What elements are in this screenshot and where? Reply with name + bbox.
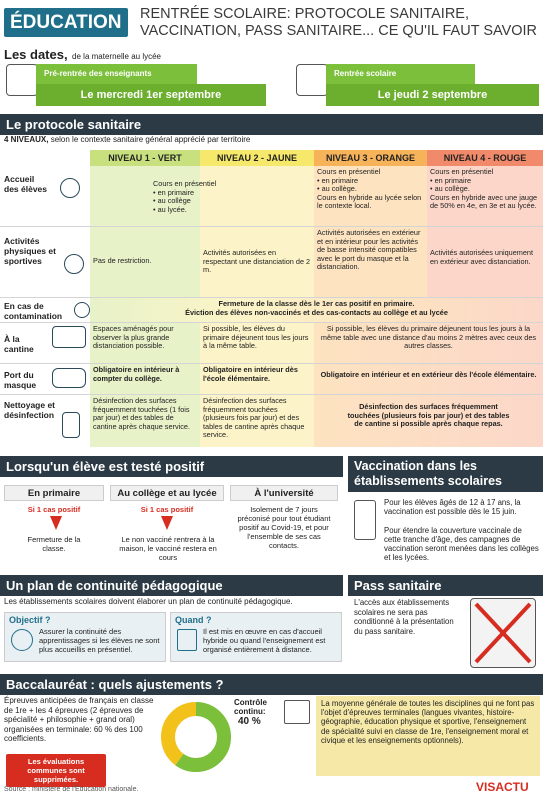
controle-value: 40 % <box>238 716 261 727</box>
col-universite-head: À l'université <box>230 485 338 501</box>
forbidden-cross-icon <box>470 598 536 668</box>
cell-cantine-2: Si possible, les élèves du primaire déjeunent tous les jours à la même table. <box>200 323 314 363</box>
col-universite-text: Isolement de 7 jours préconisé pour tout étudiant positif au Covid-19, et pour l'ensemble de ses cas contacts. <box>237 505 331 550</box>
when-title: Quand ? <box>175 615 212 625</box>
bac-donut-chart <box>156 697 236 777</box>
cell-accueil-4: Cours en présentiel • en primaire • au collège. Cours en hybride avec une jauge de 50% en 4e, en 3e et au lycée. <box>427 166 543 226</box>
contamination-text-1: Fermeture de la classe dès le 1er cas positif en primaire. <box>218 299 415 308</box>
students-date: Le jeudi 2 septembre <box>326 84 539 106</box>
pass-header: Pass sanitaire <box>348 575 543 596</box>
teachers-label: Pré-rentrée des enseignants <box>36 64 197 84</box>
objective-title: Objectif ? <box>9 615 51 625</box>
contamination-text-2: Éviction des élèves non-vaccinés et des cas-contacts au collège et au lycée <box>185 307 448 317</box>
category-tag: ÉDUCATION <box>4 8 128 37</box>
cell-cantine-3-4: Si possible, les élèves du primaire déjeunent tous les jours à la même table avec une distance d'au moins 2 mètres avec ceux des autres classes. <box>314 323 543 363</box>
cell-cantine-1: Espaces aménagés pour observer la plus grande distanciation possible. <box>90 323 200 363</box>
teacher-icon <box>6 64 38 96</box>
cell-sport-2: Activités autorisées en respectant une distanciation de 2 m. <box>200 227 314 297</box>
cell-nettoyage-1: Désinfection des surfaces fréquemment touchées (1 fois par jour) et des tables de cantine après chaque service. <box>90 395 200 447</box>
dates-heading: Les dates, de la maternelle au lycée <box>4 47 161 62</box>
level-1-header: NIVEAU 1 - VERT <box>90 150 200 166</box>
positive-columns <box>4 485 340 585</box>
calendar-icon <box>177 629 197 651</box>
student-icon <box>296 64 328 96</box>
row-label-masque: Port du masque <box>4 370 37 390</box>
vaccination-text-2: Pour étendre la couverture vaccinale de cette tranche d'âge, des campagnes de vaccination seront menées dans les collèges et les lycées. <box>384 526 539 562</box>
cell-nettoyage-2: Désinfection des surfaces fréquemment touchées (plusieurs fois par jour) et des tables de cantine après chaque service. <box>200 395 314 447</box>
student-icon <box>60 178 80 198</box>
bac-text: Épreuves anticipées de français en classe de 1re + les 4 épreuves (2 épreuves de spécialité + philosophie + grand oral) organisées en terminale: 60 % des 100 coefficients. <box>4 696 154 743</box>
protocol-header: Le protocole sanitaire <box>0 114 543 135</box>
bac-red-note: Les évaluations communes sont supprimées. <box>6 754 106 787</box>
level-2-header: NIVEAU 2 - JAUNE <box>200 150 314 166</box>
row-label-accueil: Accueil des élèves <box>4 174 48 194</box>
teachers-date: Le mercredi 1er septembre <box>36 84 266 106</box>
levels-intro: 4 NIVEAUX, selon le contexte sanitaire général apprécié par territoire <box>4 135 251 144</box>
objective-text: Assurer la continuité des apprentissages si les élèves ne sont plus accueillis en présentiel. <box>39 627 160 654</box>
cell-accueil-1-2: Cours en présentiel • en primaire • au collège • au lycée. <box>153 179 217 214</box>
row-label-cantine: À la cantine <box>4 334 34 354</box>
bac-right-text: La moyenne générale de toutes les disciplines qui ne font pas l'objet d'épreuves terminales (langues vivantes, histoire-géographie, éducation physique et sportive, l'enseignement de spécialité suivi en classe de 1re, l'enseignement moral et civique et les enseignements optionnels). <box>316 696 540 776</box>
spray-icon <box>62 412 80 438</box>
mask-icon <box>52 368 86 388</box>
ball-icon <box>64 254 84 274</box>
col-primaire-tag: Si 1 cas positif <box>27 505 81 514</box>
cell-masque-2: Obligatoire en intérieur dès l'école élémentaire. <box>200 364 314 394</box>
positive-header: Lorsqu'un élève est testé positif <box>0 456 343 477</box>
col-primaire-text: Fermeture de la classe. <box>27 535 81 553</box>
when-box <box>170 612 342 662</box>
col-primaire-head: En primaire <box>4 485 104 501</box>
continuity-header: Un plan de continuité pédagogique <box>0 575 343 596</box>
col-college-text: Le non vacciné rentrera à la maison, le vacciné restera en cours <box>119 535 217 562</box>
page-title: RENTRÉE SCOLAIRE: PROTOCOLE SANITAIRE, VACCINATION, PASS SANITAIRE... CE QU'IL FAUT SAVOIR <box>140 6 538 39</box>
vaccination-text-1: Pour les élèves âgés de 12 à 17 ans, la vaccination est possible dès le 15 juin. <box>384 498 521 516</box>
continuity-intro: Les établissements scolaires doivent élaborer un plan de continuité pédagogique. <box>4 597 293 606</box>
teachers-date-block <box>6 64 266 108</box>
controle-label: Contrôle continu: <box>234 698 267 716</box>
when-text: Il est mis en œuvre en cas d'accueil hybride ou quand l'enseignement est organisé entièrement à distance. <box>203 627 326 654</box>
row-label-nettoyage: Nettoyage et désinfection <box>4 400 56 420</box>
cell-sport-1: Pas de restriction. <box>90 227 200 297</box>
target-icon <box>11 629 33 651</box>
virus-icon <box>74 302 90 318</box>
down-arrow-icon <box>161 516 173 530</box>
row-label-contamination: En cas de contamination <box>4 301 63 321</box>
bac-header: Baccalauréat : quels ajustements ? <box>0 674 543 695</box>
meal-icon <box>52 326 86 348</box>
cell-sport-3: Activités autorisées en extérieur et en intérieur pour les activités de basse intensité compatibles avec le port du masque et la distanciation. <box>314 227 427 297</box>
pass-text: L'accès aux établissements scolaires ne sera pas conditionné à la présentation du pass sanitaire. <box>354 598 454 636</box>
vaccination-header: Vaccination dans les établissements scolaires <box>348 456 543 492</box>
source-text: Source : ministère de l'Éducation nationale. <box>4 786 139 793</box>
protocol-table <box>0 150 543 450</box>
cell-masque-3-4: Obligatoire en intérieur et en extérieur dès l'école élémentaire. <box>314 364 543 394</box>
cell-masque-1: Obligatoire en intérieur à compter du collège. <box>90 364 200 394</box>
students-label: Rentrée scolaire <box>326 64 475 84</box>
syringe-icon <box>354 500 376 540</box>
laptop-icon <box>284 700 310 724</box>
cell-accueil-3: Cours en présentiel • en primaire • au collège. Cours en hybride au lycée selon le contexte local. <box>314 166 427 226</box>
level-3-header: NIVEAU 3 - ORANGE <box>314 150 427 166</box>
objective-box <box>4 612 166 662</box>
col-college-head: Au collège et au lycée <box>110 485 224 501</box>
students-date-block <box>296 64 539 108</box>
phone-icon <box>470 598 536 668</box>
down-arrow-icon <box>50 516 62 530</box>
col-college-tag: Si 1 cas positif <box>140 505 194 514</box>
row-label-sport: Activités physiques et sportives <box>4 236 56 266</box>
cell-sport-4: Activités autorisées uniquement en extérieur avec distanciation. <box>427 227 543 297</box>
brand-logo: VISACTU <box>476 780 529 794</box>
level-4-header: NIVEAU 4 - ROUGE <box>427 150 543 166</box>
cell-nettoyage-3-4: Désinfection des surfaces fréquemment touchées (plusieurs fois par jour) et des tables de cantine si possible après chaque repas. <box>314 395 543 447</box>
